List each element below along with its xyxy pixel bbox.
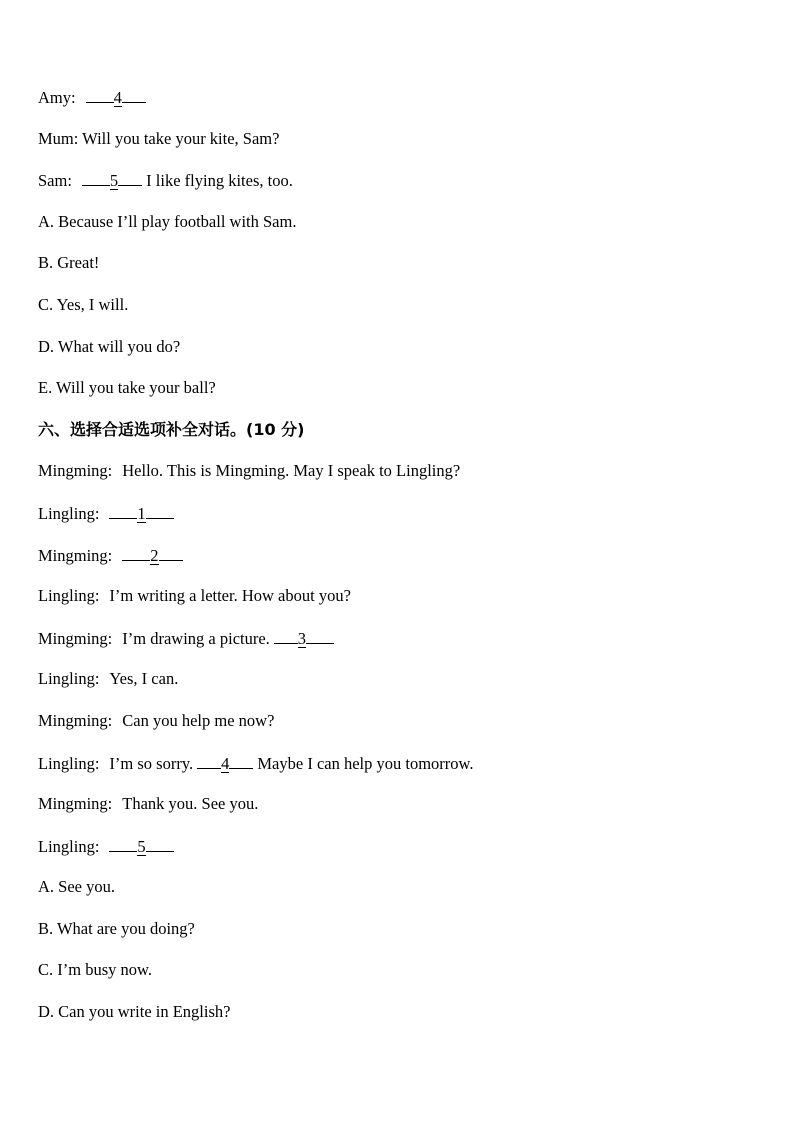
speaker-label: Lingling: [38,753,100,773]
dialogue-text: I’m so sorry. [109,753,194,773]
dialogue-line [38,793,758,835]
dialogue-text: Thank you. See you. [122,794,259,814]
dialogue-text: Mum: Will you take your kite, Sam? [38,128,280,148]
dialogue-line-amy [38,86,758,128]
dialogue-text: I’m writing a letter. How about you? [109,586,351,606]
speaker-label: Lingling: [38,503,100,523]
answer-blank: 2 [122,544,182,567]
dialogue-line [38,752,758,794]
answer-blank: 3 [274,627,334,650]
answer-blank: 4 [197,752,253,775]
speaker-label: Mingming: [38,628,113,648]
speaker-label: Amy: [38,88,76,107]
speaker-label: Lingling: [38,836,100,856]
dialogue-text: Hello. This is Mingming. May I speak to Lingling? [122,461,461,481]
dialogue-line [38,544,758,586]
worksheet-page [38,86,758,1043]
speaker-label: Lingling: [38,586,100,606]
dialogue-line [38,585,758,627]
answer-blank: 5 [109,835,173,858]
answer-blank: 5 [82,169,142,192]
option-item: E. Will you take your ball? [38,378,216,398]
option-item: D. Can you write in English? [38,1002,231,1022]
option-item: A. Because I’ll play football with Sam. [38,211,297,231]
dialogue-line [38,502,758,544]
option-item: B. What are you doing? [38,918,195,938]
speaker-label: Mingming: [38,545,113,565]
speaker-label: Mingming: [38,710,113,730]
speaker-label: Sam: [38,171,72,191]
option-item: A. See you. [38,877,115,897]
option-item: C. Yes, I will. [38,294,129,314]
option-item: C. I’m busy now. [38,960,152,980]
dialogue-text: I like flying kites, too. [146,171,293,191]
dialogue-line [38,835,758,877]
dialogue-line [38,710,758,752]
dialogue-line [38,460,758,502]
dialogue-text: Maybe I can help you tomorrow. [257,753,474,773]
dialogue-line [38,627,758,669]
answer-blank: 4 [86,86,146,109]
speaker-label: Lingling: [38,669,100,689]
option-item: D. What will you do? [38,336,181,356]
section-heading: 六、选择合适选项补全对话。(10 分) [38,419,305,439]
dialogue-text: Can you help me now? [122,710,275,730]
dialogue-text: Yes, I can. [109,669,179,689]
speaker-label: Mingming: [38,461,113,481]
dialogue-line [38,668,758,710]
option-item: B. Great! [38,253,100,273]
dialogue-text: I’m drawing a picture. [122,628,270,648]
speaker-label: Mingming: [38,794,113,814]
dialogue-line-sam [38,169,758,211]
dialogue-line-mum [38,128,758,170]
answer-blank: 1 [109,502,173,525]
